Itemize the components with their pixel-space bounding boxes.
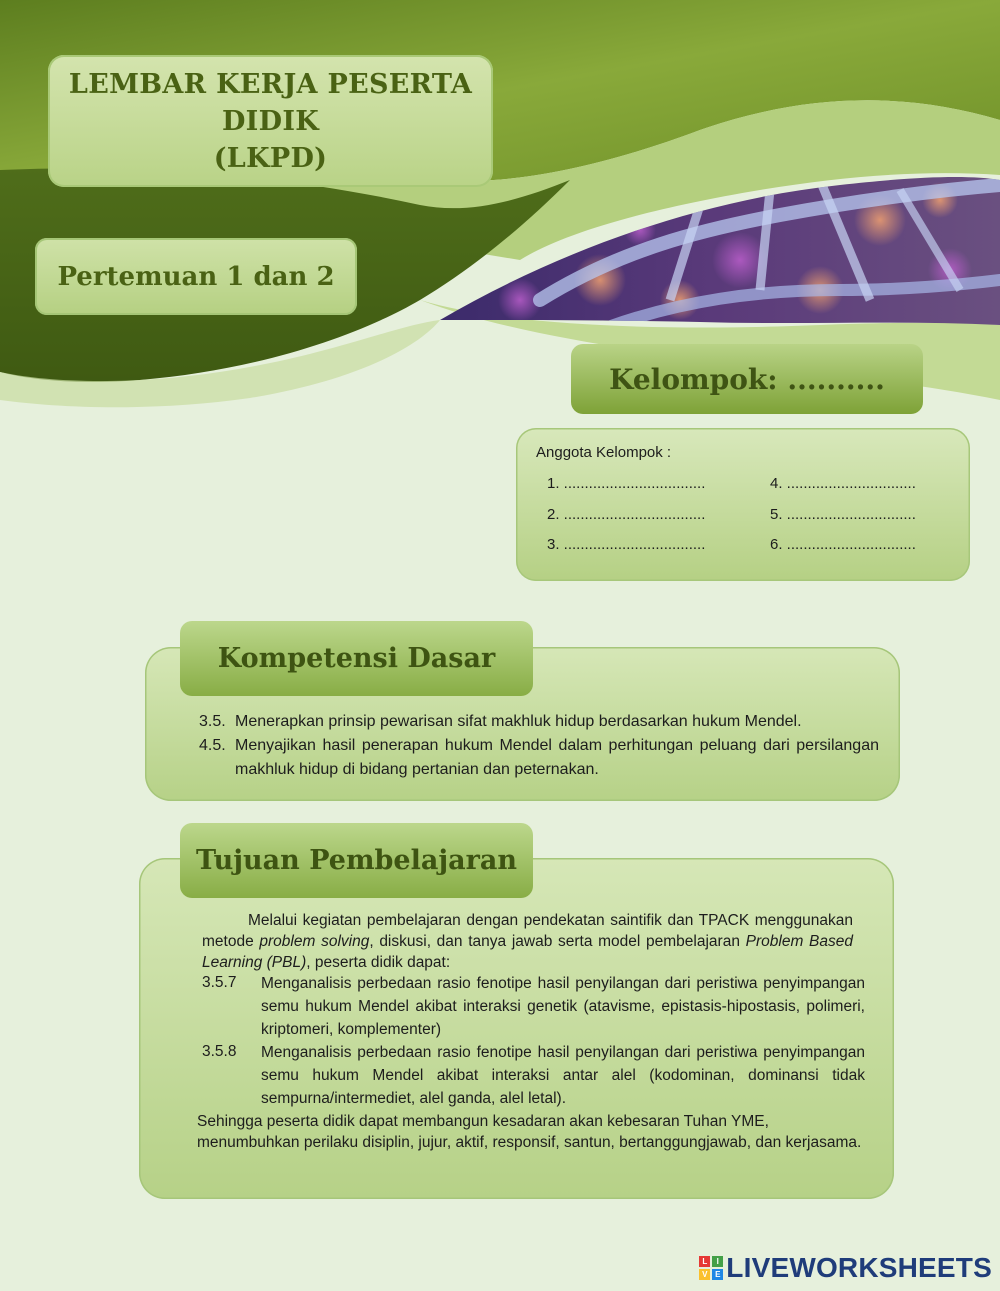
tujuan-intro-em2: Problem Based Learning (PBL) xyxy=(202,933,853,971)
logo-letter-i: I xyxy=(712,1256,723,1267)
kd-item-1 xyxy=(199,710,879,734)
tujuan-intro-a: Melalui kegiatan pembelajaran dengan pendekatan saintifik dan TPACK menggunakan metode xyxy=(202,912,853,950)
title-line-1: LEMBAR KERJA PESERTA xyxy=(68,68,473,100)
title-line-2: DIDIK xyxy=(221,105,320,137)
tujuan-closing: Sehingga peserta didik dapat membangun kesadaran akan kebesaran Tuhan YME, menumbuhkan perilaku disiplin, jujur, aktif, responsif, santun, bertanggungjawab, dan kerjasama. xyxy=(197,1113,862,1151)
tujuan-item-2 xyxy=(202,1041,865,1110)
kompetensi-heading-text: Kompetensi Dasar xyxy=(217,643,496,674)
kd-num-2: 4.5. xyxy=(199,737,226,754)
title-line-3: (LKPD) xyxy=(213,142,328,174)
kd-item-2 xyxy=(199,734,879,782)
tujuan-heading xyxy=(180,823,533,898)
logo-grid-icon xyxy=(699,1256,723,1280)
group-label-text: Kelompok: .......... xyxy=(609,362,885,396)
meeting-text: Pertemuan 1 dan 2 xyxy=(57,261,335,292)
logo-letter-v: V xyxy=(699,1269,710,1280)
member-field-2[interactable]: 2. .................................. xyxy=(547,506,706,523)
members-title: Anggota Kelompok : xyxy=(536,444,672,461)
kd-num-1: 3.5. xyxy=(199,713,226,730)
tujuan-text-1: Menganalisis perbedaan rasio fenotipe hasil penyilangan dari peristiwa penyimpangan semu hukum Mendel akibat interaksi genetik (atavisme, epistasis-hipostasis, polimeri, kriptomeri, komplementer) xyxy=(261,975,865,1038)
logo-letter-l: L xyxy=(699,1256,710,1267)
title-box xyxy=(48,55,493,187)
tujuan-intro-b: , diskusi, dan tanya jawab serta model pembelajaran xyxy=(369,933,746,950)
meeting-label xyxy=(35,238,357,315)
logo-letter-e: E xyxy=(712,1269,723,1280)
member-field-4[interactable]: 4. ............................... xyxy=(770,475,916,492)
kd-text-2: Menyajikan hasil penerapan hukum Mendel dalam perhitungan peluang dari persilangan makhluk hidup di bidang pertanian dan peternakan. xyxy=(235,737,879,778)
tujuan-intro-c: , peserta didik dapat: xyxy=(306,954,451,971)
member-field-6[interactable]: 6. ............................... xyxy=(770,536,916,553)
logo-text: LIVEWORKSHEETS xyxy=(726,1252,992,1283)
member-field-1[interactable]: 1. .................................. xyxy=(547,475,706,492)
tujuan-intro xyxy=(202,910,853,973)
kompetensi-heading xyxy=(180,621,533,696)
member-field-3[interactable]: 3. .................................. xyxy=(547,536,706,553)
tujuan-intro-em1: problem solving xyxy=(259,933,370,950)
liveworksheets-logo[interactable] xyxy=(699,1253,992,1283)
tujuan-heading-text: Tujuan Pembelajaran xyxy=(196,845,517,876)
member-field-5[interactable]: 5. ............................... xyxy=(770,506,916,523)
tujuan-panel xyxy=(139,858,894,1199)
tujuan-num-2: 3.5.8 xyxy=(202,1043,237,1060)
members-box xyxy=(516,428,970,581)
tujuan-text-2: Menganalisis perbedaan rasio fenotipe hasil penyilangan dari peristiwa penyimpangan semu hukum Mendel akibat interaksi antar alel (kodominan, dominansi tidak sempurna/intermediet, alel ganda, alel letal). xyxy=(261,1044,865,1107)
tujuan-num-1: 3.5.7 xyxy=(202,974,237,991)
kd-text-1: Menerapkan prinsip pewarisan sifat makhluk hidup berdasarkan hukum Mendel. xyxy=(235,713,802,730)
group-label xyxy=(571,344,923,414)
tujuan-item-1 xyxy=(202,972,865,1041)
